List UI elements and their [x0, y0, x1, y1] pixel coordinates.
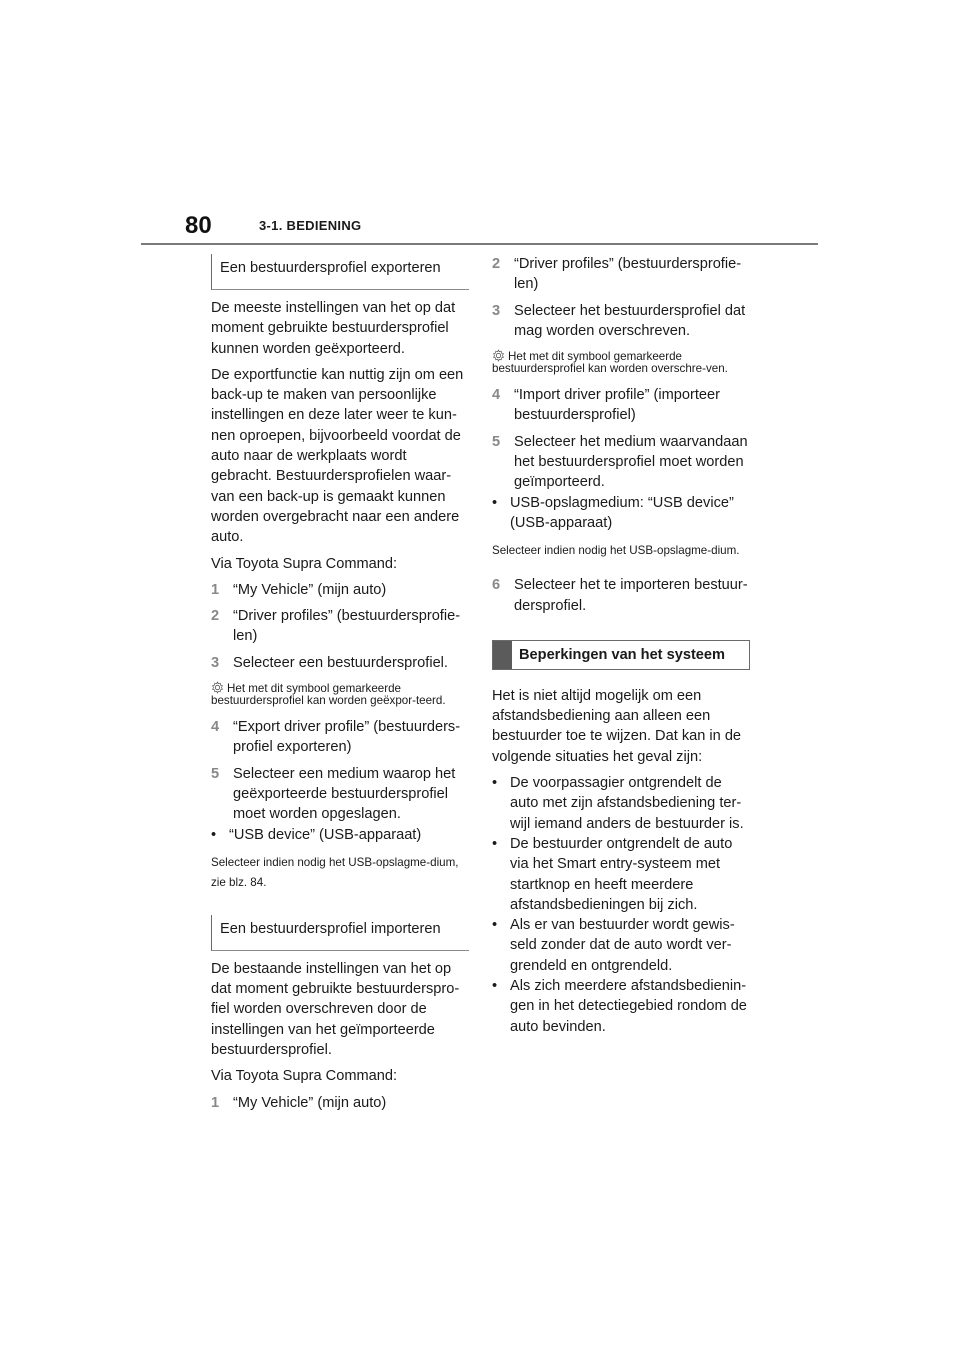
bullet-item: • USB-opslagmedium: “USB device” (USB-apparaat) — [492, 494, 734, 531]
step: 6 Selecteer het te importeren bestuur-dersprofiel. — [492, 577, 748, 614]
paragraph: Via Toyota Supra Command: — [211, 555, 398, 572]
bullet-item: • De bestuurder ontgrendelt de auto via het Smart entry-systeem met startknop en heeft meerdere afstandsbedieningen bij zich. — [492, 835, 733, 913]
bullet-item: • Als er van bestuurder wordt gewis-seld zonder dat de auto wordt ver-grendeld en ontgrendeld. — [492, 917, 735, 974]
left-column — [211, 254, 469, 1119]
heading-bar — [493, 641, 512, 669]
right-column — [492, 254, 750, 1037]
paragraph: De exportfunctie kan nuttig zijn om een back-up te maken van persoonlijke instellingen en deze later weer te kun-nen oproepen, bijvoorbeeld voordat de auto naar de werkplaats wordt gebracht. Bestuurdersprofielen waar-van een back-up is gemaakt kunnen worden overgebracht naar een andere auto. — [211, 366, 464, 546]
note: Het met dit symbool gemarkeerde bestuurdersprofiel kan worden overschre-ven. — [492, 350, 728, 376]
step: 4 “Import driver profile” (importeer bestuurdersprofiel) — [492, 387, 720, 424]
export-heading: Een bestuurdersprofiel exporteren — [211, 254, 469, 290]
bullet-item: • “USB device” (USB-apparaat) — [211, 826, 422, 843]
step: 5 Selecteer het medium waarvandaan het bestuurdersprofiel moet worden geïmporteerd. — [492, 433, 748, 491]
bullet-item: • De voorpassagier ontgrendelt de auto met zijn afstandsbediening ter-wijl iemand anders de bestuurder is. — [492, 775, 744, 832]
limits-heading: Beperkingen van het systeem — [492, 640, 750, 670]
gear-icon — [492, 349, 505, 362]
section-title: 3-1. BEDIENING — [259, 218, 362, 233]
step: 1 “My Vehicle” (mijn auto) — [211, 1094, 387, 1111]
small-note: Selecteer indien nodig het USB-opslagme-dium. — [492, 544, 740, 558]
note: Het met dit symbool gemarkeerde bestuurdersprofiel kan worden geëxpor-teerd. — [211, 682, 446, 708]
paragraph: Via Toyota Supra Command: — [211, 1068, 398, 1085]
gear-icon — [211, 681, 224, 694]
paragraph: De bestaande instellingen van het op dat moment gebruikte bestuurderspro-fiel worden overschreven door de instellingen van het geïmporteerde bestuurdersprofiel. — [211, 960, 460, 1059]
step: 1 “My Vehicle” (mijn auto) — [211, 581, 387, 598]
paragraph: De meeste instellingen van het op dat moment gebruikte bestuurdersprofiel kunnen worden geëxporteerd. — [211, 300, 456, 357]
step: 2 “Driver profiles” (bestuurdersprofie-len) — [211, 608, 461, 645]
step: 5 Selecteer een medium waarop het geëxporteerde bestuurdersprofiel moet worden opgeslagen. — [211, 765, 456, 823]
step: 4 “Export driver profile” (bestuurders-profiel exporteren) — [211, 719, 461, 756]
step: 3 Selecteer het bestuurdersprofiel dat mag worden overschreven. — [492, 302, 746, 339]
small-note: Selecteer indien nodig het USB-opslagme-dium, zie blz. 84. — [211, 855, 459, 889]
step: 3 Selecteer een bestuurdersprofiel. — [211, 654, 448, 671]
paragraph: Het is niet altijd mogelijk om een afstandsbediening aan alleen een bestuurder toe te wijzen. Dat kan in de volgende situaties het geval zijn: — [492, 687, 742, 765]
header-rule — [141, 243, 818, 245]
step: 2 “Driver profiles” (bestuurdersprofie-len) — [492, 256, 742, 293]
page-number: 80 — [185, 212, 212, 239]
import-heading: Een bestuurdersprofiel importeren — [211, 915, 469, 951]
bullet-item: • Als zich meerdere afstandsbedienin-gen in het detectiegebied rondom de auto bevinden. — [492, 978, 747, 1035]
